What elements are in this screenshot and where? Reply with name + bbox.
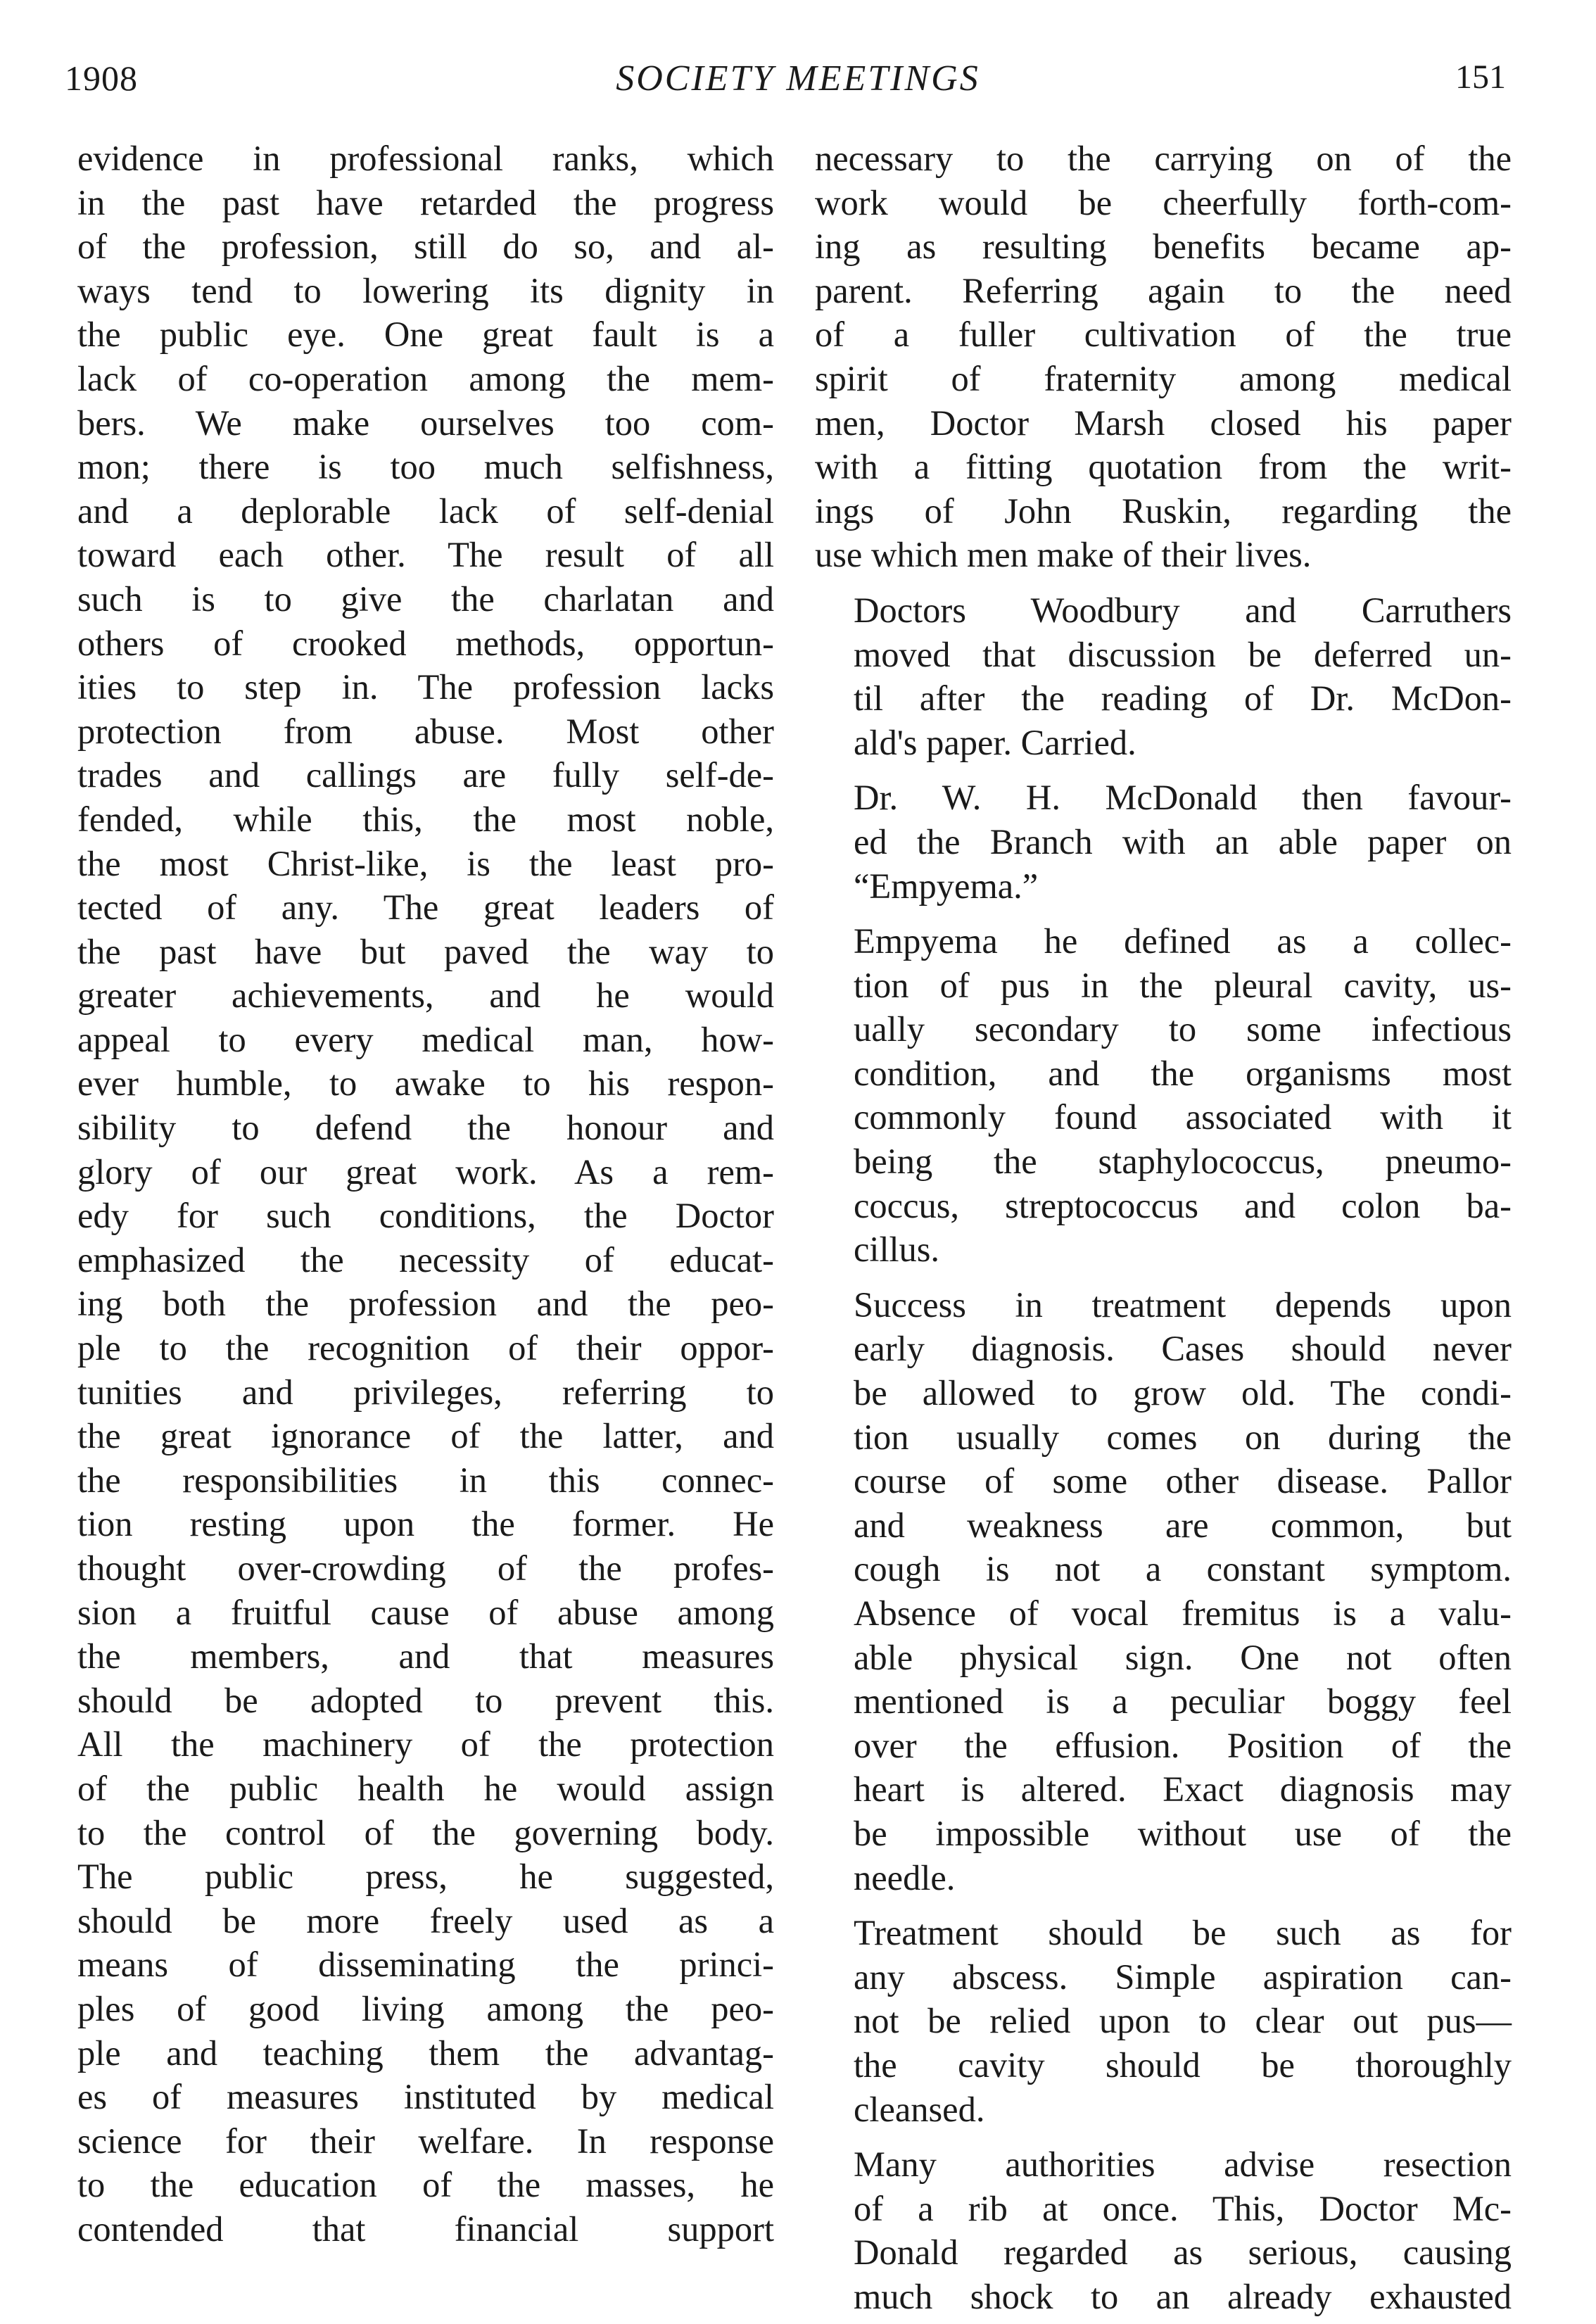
text-line: able physical sign. One not often <box>854 1637 1512 1677</box>
text-line: ed the Branch with an able paper on <box>854 821 1512 861</box>
text-line: condition, and the organisms most <box>854 1053 1512 1093</box>
paragraph-empyema-definition <box>815 919 1512 1272</box>
text-line: sibility to defend the honour and <box>77 1108 774 1148</box>
text-line: coccus, streptococcus and colon ba- <box>854 1185 1512 1225</box>
text-line: not be relied upon to clear out pus— <box>854 2001 1512 2041</box>
text-line: Absence of vocal fremitus is a valu- <box>854 1593 1512 1633</box>
text-line: ald's paper. Carried. <box>854 722 1136 762</box>
text-line: men, Doctor Marsh closed his paper <box>815 403 1512 443</box>
text-line: others of crooked methods, opportun- <box>77 623 774 663</box>
text-line: use which men make of their lives. <box>815 535 1312 575</box>
text-line: Dr. W. H. McDonald then favour- <box>854 778 1512 818</box>
text-line: such is to give the charlatan and <box>77 579 774 619</box>
text-line: greater achievements, and he would <box>77 975 774 1016</box>
text-line: appeal to every medical man, how- <box>77 1019 774 1059</box>
text-line: parent. Referring again to the need <box>815 270 1512 310</box>
text-line: ever humble, to awake to his respon- <box>77 1063 774 1104</box>
text-line: edy for such conditions, the Doctor <box>77 1196 774 1236</box>
text-line: All the machinery of the protection <box>77 1724 774 1764</box>
text-line: to the education of the masses, he <box>77 2165 774 2205</box>
text-line: early diagnosis. Cases should never <box>854 1329 1512 1369</box>
text-line: the past have but paved the way to <box>77 931 774 971</box>
text-line: be impossible without use of the <box>854 1813 1512 1853</box>
text-line: sion a fruitful cause of abuse among <box>77 1592 774 1632</box>
text-line: ities to step in. The profession lacks <box>77 667 774 707</box>
text-line: with a fitting quotation from the writ- <box>815 447 1512 487</box>
text-line: tion resting upon the former. He <box>77 1504 774 1544</box>
text-line: to the control of the governing body. <box>77 1812 774 1852</box>
text-line: cleansed. <box>854 2089 985 2129</box>
text-line: ple and teaching them the advantag- <box>77 2033 774 2073</box>
header-title: SOCIETY MEETINGS <box>616 58 980 99</box>
text-line: and a deplorable lack of self-denial <box>77 491 774 531</box>
text-line: ing both the profession and the peo- <box>77 1284 774 1324</box>
text-line: and weakness are common, but <box>854 1505 1512 1545</box>
text-line: Empyema he defined as a collec- <box>854 921 1512 961</box>
text-line: ually secondary to some infectious <box>854 1009 1512 1049</box>
text-line: of the profession, still do so, and al- <box>77 227 774 267</box>
text-line: ways tend to lowering its dignity in <box>77 270 774 310</box>
text-line: course of some other disease. Pallor <box>854 1461 1512 1501</box>
text-line: any abscess. Simple aspiration can- <box>854 1957 1512 1997</box>
text-line: tunities and privileges, referring to <box>77 1372 774 1412</box>
paragraph-treatment <box>815 1911 1512 2131</box>
text-line: lack of co-operation among the mem- <box>77 358 774 398</box>
running-header <box>0 58 1596 107</box>
paragraph-diagnosis <box>815 1283 1512 1900</box>
left-paragraph <box>77 137 774 2252</box>
text-line: heart is altered. Exact diagnosis may <box>854 1769 1512 1810</box>
text-line: evidence in professional ranks, which <box>77 139 774 178</box>
left-column <box>77 137 774 2290</box>
text-line: needle. <box>854 1857 956 1897</box>
text-line: spirit of fraternity among medical <box>815 358 1512 398</box>
text-line: of the public health he would assign <box>77 1768 774 1808</box>
text-line: “Empyema.” <box>854 866 1039 906</box>
text-line: means of disseminating the princi- <box>77 1945 774 1985</box>
text-line: the public eye. One great fault is a <box>77 315 774 355</box>
text-line: Donald regarded as serious, causing <box>854 2233 1512 2273</box>
text-line: emphasized the necessity of educat- <box>77 1239 774 1280</box>
text-line: moved that discussion be deferred un- <box>854 634 1512 674</box>
text-line: protection from abuse. Most other <box>77 711 774 751</box>
right-column <box>815 137 1512 2316</box>
text-line: contended that financial support <box>77 2209 774 2249</box>
header-year: 1908 <box>65 58 138 98</box>
text-line: of a fuller cultivation of the true <box>815 315 1512 355</box>
text-line: toward each other. The result of all <box>77 535 774 575</box>
paragraph-resection <box>815 2142 1512 2318</box>
text-line: the members, and that measures <box>77 1636 774 1676</box>
text-line: bers. We make ourselves too com- <box>77 403 774 443</box>
text-line: tion of pus in the pleural cavity, us- <box>854 965 1512 1005</box>
text-line: fended, while this, the most noble, <box>77 799 774 839</box>
paragraph-mcdonald-paper <box>815 776 1512 908</box>
text-line: Treatment should be such as for <box>854 1913 1512 1953</box>
text-line: work would be cheerfully forth-com- <box>815 182 1512 222</box>
text-line: commonly found associated with it <box>854 1097 1512 1137</box>
header-page-number: 151 <box>1455 58 1506 96</box>
text-line: ings of John Ruskin, regarding the <box>815 491 1512 531</box>
text-line: ples of good living among the peo- <box>77 1988 774 2028</box>
text-line: of a rib at once. This, Doctor Mc- <box>854 2188 1512 2228</box>
text-line: cillus. <box>854 1230 940 1270</box>
text-line: Doctors Woodbury and Carruthers <box>854 590 1512 630</box>
text-line: ple to the recognition of their oppor- <box>77 1328 774 1368</box>
text-line: mentioned is a peculiar boggy feel <box>854 1681 1512 1722</box>
text-line: science for their welfare. In response <box>77 2121 774 2161</box>
text-line: Success in treatment depends upon <box>854 1284 1512 1325</box>
text-line: should be adopted to prevent this. <box>77 1680 774 1720</box>
text-line: the responsibilities in this connec- <box>77 1460 774 1500</box>
text-line: mon; there is too much selfishness, <box>77 447 774 487</box>
text-line: glory of our great work. As a rem- <box>77 1151 774 1192</box>
paragraph-marsh-closing <box>815 137 1512 577</box>
text-line: trades and callings are fully self-de- <box>77 755 774 795</box>
text-line: til after the reading of Dr. McDon- <box>854 678 1512 719</box>
text-line: necessary to the carrying on of the <box>815 139 1512 178</box>
text-line: the great ignorance of the latter, and <box>77 1416 774 1456</box>
text-line: in the past have retarded the progress <box>77 182 774 222</box>
text-line: much shock to an already exhausted <box>854 2276 1512 2316</box>
text-line: be allowed to grow old. The condi- <box>854 1373 1512 1413</box>
text-line: es of measures instituted by medical <box>77 2077 774 2117</box>
text-line: tected of any. The great leaders of <box>77 888 774 928</box>
text-line: the most Christ-like, is the least pro- <box>77 843 774 883</box>
text-line: thought over-crowding of the profes- <box>77 1548 774 1588</box>
text-line: Many authorities advise resection <box>854 2145 1512 2185</box>
paragraph-motion-deferred <box>815 588 1512 764</box>
text-line: should be more freely used as a <box>77 1900 774 1940</box>
text-line: ing as resulting benefits became ap- <box>815 227 1512 267</box>
text-line: being the staphylococcus, pneumo- <box>854 1142 1512 1182</box>
text-line: tion usually comes on during the <box>854 1417 1512 1457</box>
text-line: over the effusion. Position of the <box>854 1725 1512 1765</box>
text-line: cough is not a constant symptom. <box>854 1549 1512 1589</box>
text-line: The public press, he suggested, <box>77 1857 774 1897</box>
text-line: the cavity should be thoroughly <box>854 2045 1512 2085</box>
